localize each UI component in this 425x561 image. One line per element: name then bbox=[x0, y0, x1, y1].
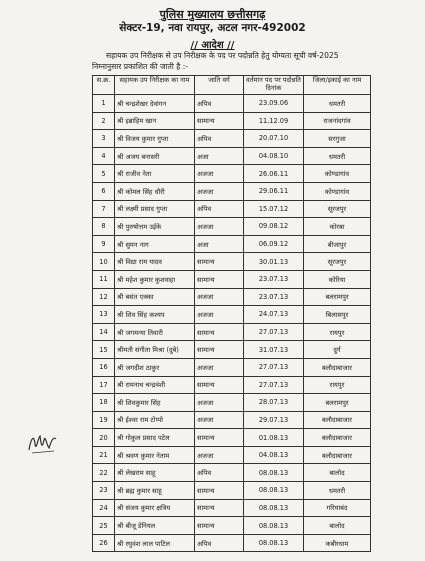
category-cell: अपिव bbox=[195, 95, 244, 113]
district-cell: रायपुर bbox=[304, 323, 371, 341]
name-cell: श्री बीजू डेनियल bbox=[115, 517, 195, 535]
serial-cell: 15 bbox=[93, 341, 115, 359]
name-cell: श्री रामनाथ चन्द्रवंशी bbox=[115, 376, 195, 394]
name-cell: श्री ईश्वर राम टोप्पो bbox=[115, 411, 195, 429]
category-cell: अजजा bbox=[195, 358, 244, 376]
table-header-row bbox=[93, 76, 371, 95]
name-cell: श्री पुरुषोत्तम उईके bbox=[115, 218, 195, 236]
category-cell: सामान्य bbox=[195, 482, 244, 500]
table-row bbox=[93, 218, 371, 236]
table-row bbox=[93, 411, 371, 429]
serial-cell: 14 bbox=[93, 323, 115, 341]
name-cell: श्री चन्द्रशेखर देवांगन bbox=[115, 95, 195, 113]
table-row bbox=[93, 165, 371, 183]
name-cell: श्री महेश कुमार कुशवाहा bbox=[115, 270, 195, 288]
table-row bbox=[93, 376, 371, 394]
table-row bbox=[93, 235, 371, 253]
district-cell: कोण्डागांव bbox=[304, 165, 371, 183]
table-row bbox=[93, 517, 371, 535]
date-cell: 08.08.13 bbox=[244, 499, 304, 517]
table-row bbox=[93, 341, 371, 359]
name-cell: श्री जगदीश ठाकुर bbox=[115, 358, 195, 376]
name-cell: श्री कोमल सिंह धौरी bbox=[115, 182, 195, 200]
header-serial: स.क्र. bbox=[93, 76, 115, 95]
category-cell: सामान्य bbox=[195, 499, 244, 517]
office-title: पुलिस मुख्यालय छत्तीसगढ़ bbox=[159, 8, 266, 21]
table-row bbox=[93, 446, 371, 464]
district-cell: बलरामपुर bbox=[304, 288, 371, 306]
district-cell: सरगुजा bbox=[304, 130, 371, 148]
date-cell: 20.07.10 bbox=[244, 130, 304, 148]
district-cell: कोरबा bbox=[304, 218, 371, 236]
district-cell: धमतरी bbox=[304, 95, 371, 113]
name-cell: श्री विजय कुमार गुप्ता bbox=[115, 130, 195, 148]
category-cell: अजा bbox=[195, 147, 244, 165]
table-row bbox=[93, 429, 371, 447]
name-cell: श्री बसंत एक्का bbox=[115, 288, 195, 306]
date-cell: 23.09.06 bbox=[244, 95, 304, 113]
name-cell: श्री सुमन नाग bbox=[115, 235, 195, 253]
district-cell: रायपुर bbox=[304, 376, 371, 394]
table-row bbox=[93, 534, 371, 552]
date-cell: 27.07.13 bbox=[244, 376, 304, 394]
date-cell: 08.08.13 bbox=[244, 517, 304, 535]
serial-cell: 24 bbox=[93, 499, 115, 517]
table-row bbox=[93, 394, 371, 412]
category-cell: अजा bbox=[195, 235, 244, 253]
serial-cell: 11 bbox=[93, 270, 115, 288]
name-cell: श्री लक्ष्मी प्रसाद गुप्ता bbox=[115, 200, 195, 218]
category-cell: सामान्य bbox=[195, 323, 244, 341]
date-cell: 04.08.10 bbox=[244, 147, 304, 165]
date-cell: 08.08.13 bbox=[244, 482, 304, 500]
name-cell: श्री रघुवंश लाल पाटिल bbox=[115, 534, 195, 552]
date-cell: 26.06.11 bbox=[244, 165, 304, 183]
district-cell: कबीरधाम bbox=[304, 534, 371, 552]
category-cell: सामान्य bbox=[195, 429, 244, 447]
serial-cell: 19 bbox=[93, 411, 115, 429]
name-cell: श्री लेखराम साहू bbox=[115, 464, 195, 482]
serial-cell: 25 bbox=[93, 517, 115, 535]
serial-cell: 18 bbox=[93, 394, 115, 412]
name-cell: श्रीमती संगीता मिश्रा (दुबे) bbox=[115, 341, 195, 359]
date-cell: 29.06.11 bbox=[244, 182, 304, 200]
table-row bbox=[93, 358, 371, 376]
handwritten-signature bbox=[26, 430, 60, 456]
office-address: सेक्टर-19, नवा रायपुर, अटल नगर-492002 bbox=[119, 22, 306, 34]
serial-cell: 2 bbox=[93, 112, 115, 130]
category-cell: अजजा bbox=[195, 288, 244, 306]
serial-cell: 5 bbox=[93, 165, 115, 183]
date-cell: 28.07.13 bbox=[244, 394, 304, 412]
category-cell: अपिव bbox=[195, 200, 244, 218]
intro-line-2: निम्नानुसार प्रकाशित की जाती है :- bbox=[92, 62, 189, 71]
date-cell: 27.07.13 bbox=[244, 323, 304, 341]
serial-cell: 13 bbox=[93, 306, 115, 324]
serial-cell: 17 bbox=[93, 376, 115, 394]
date-cell: 09.08.12 bbox=[244, 218, 304, 236]
serial-cell: 7 bbox=[93, 200, 115, 218]
date-cell: 23.07.13 bbox=[244, 288, 304, 306]
category-cell: अपिव bbox=[195, 534, 244, 552]
district-cell: बलौदाबाजार bbox=[304, 358, 371, 376]
date-cell: 01.08.13 bbox=[244, 429, 304, 447]
name-cell: श्री राजीव नेता bbox=[115, 165, 195, 183]
category-cell: अजजा bbox=[195, 182, 244, 200]
intro-line-1: सहायक उप निरीक्षक से उप निरीक्षक के पद पर पदोन्नति हेतु योग्यता सूची वर्ष-2025 bbox=[106, 51, 339, 60]
table-row bbox=[93, 464, 371, 482]
name-cell: श्री शिवकुमार सिंह bbox=[115, 394, 195, 412]
date-cell: 23.07.13 bbox=[244, 270, 304, 288]
category-cell: अजजा bbox=[195, 394, 244, 412]
name-cell: श्री श्रवण कुमार नेताम bbox=[115, 446, 195, 464]
name-cell: श्री गोकुल प्रसाद पटेल bbox=[115, 429, 195, 447]
order-heading: // आदेश // bbox=[190, 40, 235, 51]
district-cell: बीजापुर bbox=[304, 235, 371, 253]
date-cell: 30.01.13 bbox=[244, 253, 304, 271]
serial-cell: 20 bbox=[93, 429, 115, 447]
table-row bbox=[93, 270, 371, 288]
category-cell: सामान्य bbox=[195, 341, 244, 359]
serial-cell: 4 bbox=[93, 147, 115, 165]
name-cell: श्री ब्रह्म कुमार साहू bbox=[115, 482, 195, 500]
serial-cell: 3 bbox=[93, 130, 115, 148]
name-cell: श्री संजय कुमार क्षत्रिय bbox=[115, 499, 195, 517]
date-cell: 06.09.12 bbox=[244, 235, 304, 253]
date-cell: 08.08.13 bbox=[244, 464, 304, 482]
serial-cell: 9 bbox=[93, 235, 115, 253]
category-cell: अजजा bbox=[195, 411, 244, 429]
district-cell: धमतरी bbox=[304, 482, 371, 500]
table-row bbox=[93, 95, 371, 113]
category-cell: सामान्य bbox=[195, 517, 244, 535]
category-cell: अजजा bbox=[195, 306, 244, 324]
table-row bbox=[93, 482, 371, 500]
date-cell: 27.07.13 bbox=[244, 358, 304, 376]
name-cell: श्री अजय बनासरी bbox=[115, 147, 195, 165]
table-row bbox=[93, 112, 371, 130]
category-cell: सामान्य bbox=[195, 112, 244, 130]
table-row bbox=[93, 147, 371, 165]
serial-cell: 21 bbox=[93, 446, 115, 464]
name-cell: श्री विद्या राम यादव bbox=[115, 253, 195, 271]
serial-cell: 10 bbox=[93, 253, 115, 271]
serial-cell: 26 bbox=[93, 534, 115, 552]
district-cell: कोरिया bbox=[304, 270, 371, 288]
date-cell: 15.07.12 bbox=[244, 200, 304, 218]
district-cell: बालोद bbox=[304, 517, 371, 535]
header-district: जिला/इकाई का नाम bbox=[304, 76, 371, 95]
table-row bbox=[93, 253, 371, 271]
serial-cell: 12 bbox=[93, 288, 115, 306]
name-cell: श्री शिव सिंह कश्यप bbox=[115, 306, 195, 324]
category-cell: सामान्य bbox=[195, 376, 244, 394]
date-cell: 31.07.13 bbox=[244, 341, 304, 359]
district-cell: कोण्डागांव bbox=[304, 182, 371, 200]
date-cell: 11.12.09 bbox=[244, 112, 304, 130]
table-row bbox=[93, 200, 371, 218]
table-row bbox=[93, 182, 371, 200]
district-cell: गरियाबंद bbox=[304, 499, 371, 517]
table-row bbox=[93, 288, 371, 306]
district-cell: राजनांदगांव bbox=[304, 112, 371, 130]
category-cell: अपिव bbox=[195, 464, 244, 482]
category-cell: अपिव bbox=[195, 130, 244, 148]
table-row bbox=[93, 323, 371, 341]
header-name: सहायक उप निरीक्षक का नाम bbox=[115, 76, 195, 95]
category-cell: अजजा bbox=[195, 446, 244, 464]
category-cell: अजजा bbox=[195, 165, 244, 183]
header-category: जाति वर्ग bbox=[195, 76, 244, 95]
district-cell: बलौदाबाजार bbox=[304, 411, 371, 429]
district-cell: बलौदाबाजार bbox=[304, 446, 371, 464]
table-row bbox=[93, 499, 371, 517]
district-cell: बलौदाबाजार bbox=[304, 429, 371, 447]
category-cell: सामान्य bbox=[195, 270, 244, 288]
district-cell: बिलासपुर bbox=[304, 306, 371, 324]
date-cell: 04.08.13 bbox=[244, 446, 304, 464]
name-cell: श्री इब्राहिम खान bbox=[115, 112, 195, 130]
category-cell: सामान्य bbox=[195, 253, 244, 271]
district-cell: सूरजपुर bbox=[304, 253, 371, 271]
serial-cell: 6 bbox=[93, 182, 115, 200]
serial-cell: 16 bbox=[93, 358, 115, 376]
date-cell: 29.07.13 bbox=[244, 411, 304, 429]
table-row bbox=[93, 130, 371, 148]
date-cell: 24.07.13 bbox=[244, 306, 304, 324]
serial-cell: 22 bbox=[93, 464, 115, 482]
table-row bbox=[93, 306, 371, 324]
serial-cell: 23 bbox=[93, 482, 115, 500]
district-cell: सूरजपुर bbox=[304, 200, 371, 218]
district-cell: दुर्ग bbox=[304, 341, 371, 359]
district-cell: बलरामपुर bbox=[304, 394, 371, 412]
district-cell: धमतरी bbox=[304, 147, 371, 165]
eligibility-list-table bbox=[92, 75, 371, 552]
district-cell: बालोद bbox=[304, 464, 371, 482]
serial-cell: 8 bbox=[93, 218, 115, 236]
date-cell: 08.08.13 bbox=[244, 534, 304, 552]
header-promotion-date: वर्तमान पद पर पदोन्नति दिनांक bbox=[244, 76, 304, 95]
serial-cell: 1 bbox=[93, 95, 115, 113]
name-cell: श्री जगमन्या तिवारी bbox=[115, 323, 195, 341]
category-cell: अजजा bbox=[195, 218, 244, 236]
